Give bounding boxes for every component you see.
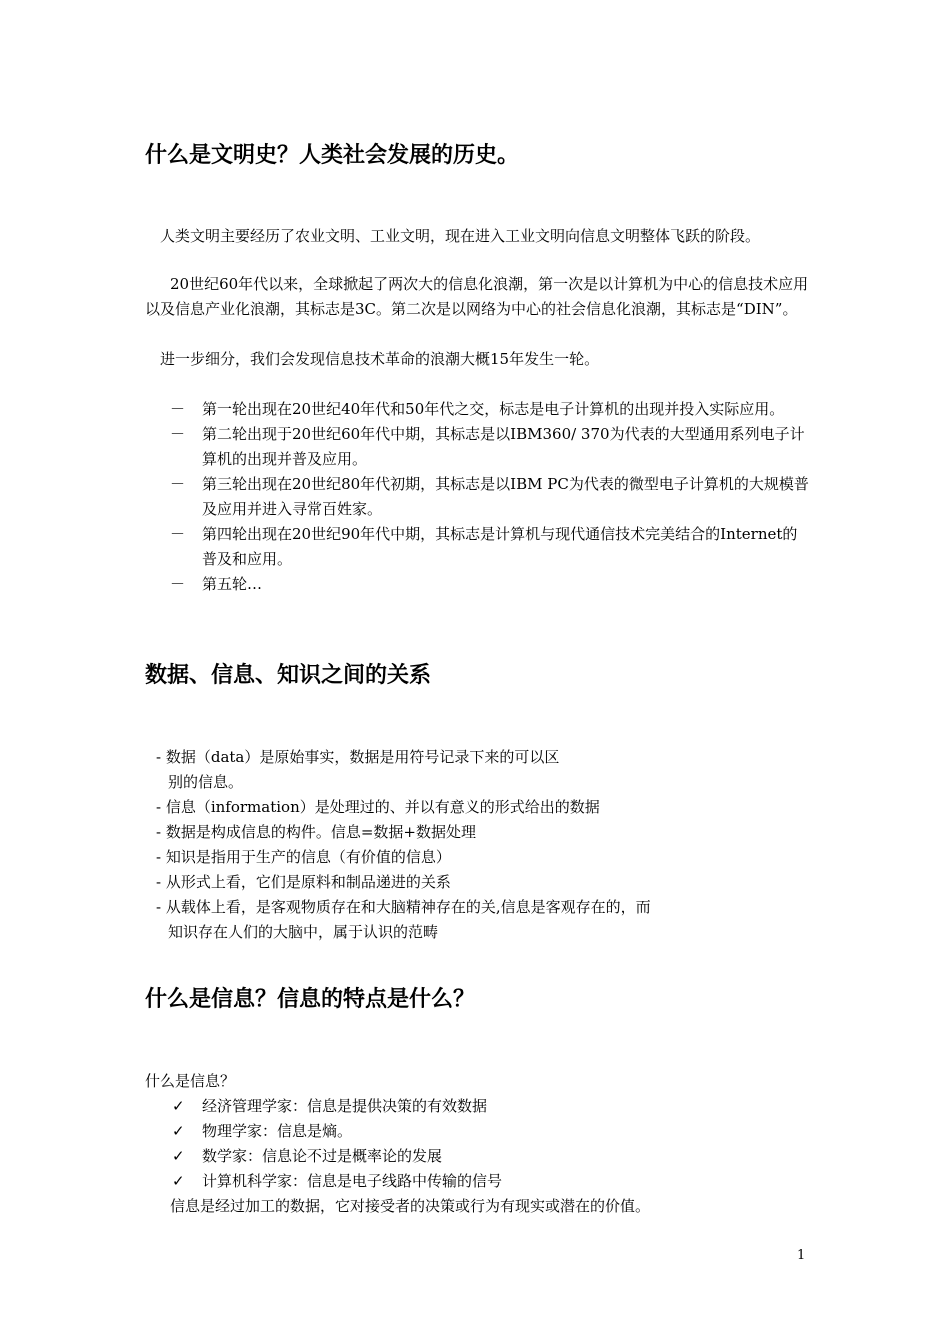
- list-item: [170, 397, 810, 422]
- section1-para3: 进一步细分，我们会发现信息技术革命的浪潮大概15年发生一轮。: [160, 350, 600, 368]
- wave-text: 第一轮出现在20世纪40年代和50年代之交，标志是电子计算机的出现并投入实际应用。: [202, 400, 785, 418]
- wave-text: 第四轮出现在20世纪90年代中期，其标志是计算机与现代通信技术完美结合的Internet的普及和应用。: [202, 525, 798, 568]
- dash-bullet: －: [170, 525, 186, 543]
- wave-text: 第二轮出现于20世纪60年代中期，其标志是以IBM360/ 370为代表的大型通用系列电子计算机的出现并普及应用。: [202, 425, 805, 468]
- section2-heading: 数据、信息、知识之间的关系: [145, 663, 432, 688]
- section1-para2: 20世纪60年代以来，全球掀起了两次大的信息化浪潮，第一次是以计算机为中心的信息技术应用以及信息产业化浪潮，其标志是3C。第二次是以网络为中心的社会信息化浪潮，其标志是“DIN”。: [145, 275, 809, 318]
- section3-heading: 什么是信息？信息的特点是什么？: [145, 987, 476, 1012]
- definition-text: 数学家：信息论不过是概率论的发展: [202, 1147, 443, 1165]
- definition-text: 经济管理学家：信息是提供决策的有效数据: [202, 1097, 488, 1115]
- list-item: [170, 522, 810, 572]
- list-item: [170, 572, 810, 597]
- check-icon: ✓: [172, 1147, 185, 1165]
- list-item: - 数据（data）是原始事实，数据是用符号记录下来的可以区别的信息。: [156, 748, 560, 791]
- section3-intro: 什么是信息？: [145, 1072, 236, 1090]
- page-number: 1: [797, 1248, 806, 1263]
- dash-bullet: －: [170, 425, 186, 443]
- section3-conclusion: 信息是经过加工的数据，它对接受者的决策或行为有现实或潜在的价值。: [170, 1197, 651, 1215]
- list-item: [172, 1144, 502, 1169]
- wave-text: 第三轮出现在20世纪80年代初期，其标志是以IBM PC为代表的微型电子计算机的大规模普及应用并进入寻常百姓家。: [202, 475, 809, 518]
- wave-text: 第五轮…: [202, 575, 263, 593]
- list-item: [172, 1094, 502, 1119]
- dash-bullet: －: [170, 400, 186, 418]
- check-icon: ✓: [172, 1122, 185, 1140]
- list-item: [170, 422, 810, 472]
- section1-heading: 什么是文明史？人类社会发展的历史。: [145, 143, 520, 168]
- list-item: - 从载体上看，是客观物质存在和大脑精神存在的关,信息是客观存在的，而知识存在人们的大脑中，属于认识的范畴: [156, 898, 651, 941]
- check-icon: ✓: [172, 1097, 185, 1115]
- list-item: - 从形式上看，它们是原料和制品递进的关系: [156, 873, 451, 891]
- list-item: [172, 1119, 502, 1144]
- list-item: [172, 1169, 502, 1194]
- list-item: - 知识是指用于生产的信息（有价值的信息）: [156, 848, 451, 866]
- dash-bullet: －: [170, 575, 186, 593]
- list-item: [170, 472, 810, 522]
- section1-para1: 人类文明主要经历了农业文明、工业文明，现在进入工业文明向信息文明整体飞跃的阶段。: [160, 227, 761, 245]
- waves-list: [170, 397, 810, 597]
- relationship-list: [156, 745, 676, 945]
- list-item: - 数据是构成信息的构件。信息=数据+数据处理: [156, 823, 476, 841]
- definitions-list: [172, 1094, 502, 1194]
- check-icon: ✓: [172, 1172, 185, 1190]
- list-item: - 信息（information）是处理过的、并以有意义的形式给出的数据: [156, 798, 600, 816]
- dash-bullet: －: [170, 475, 186, 493]
- definition-text: 计算机科学家：信息是电子线路中传输的信号: [202, 1172, 503, 1190]
- definition-text: 物理学家：信息是熵。: [202, 1122, 353, 1140]
